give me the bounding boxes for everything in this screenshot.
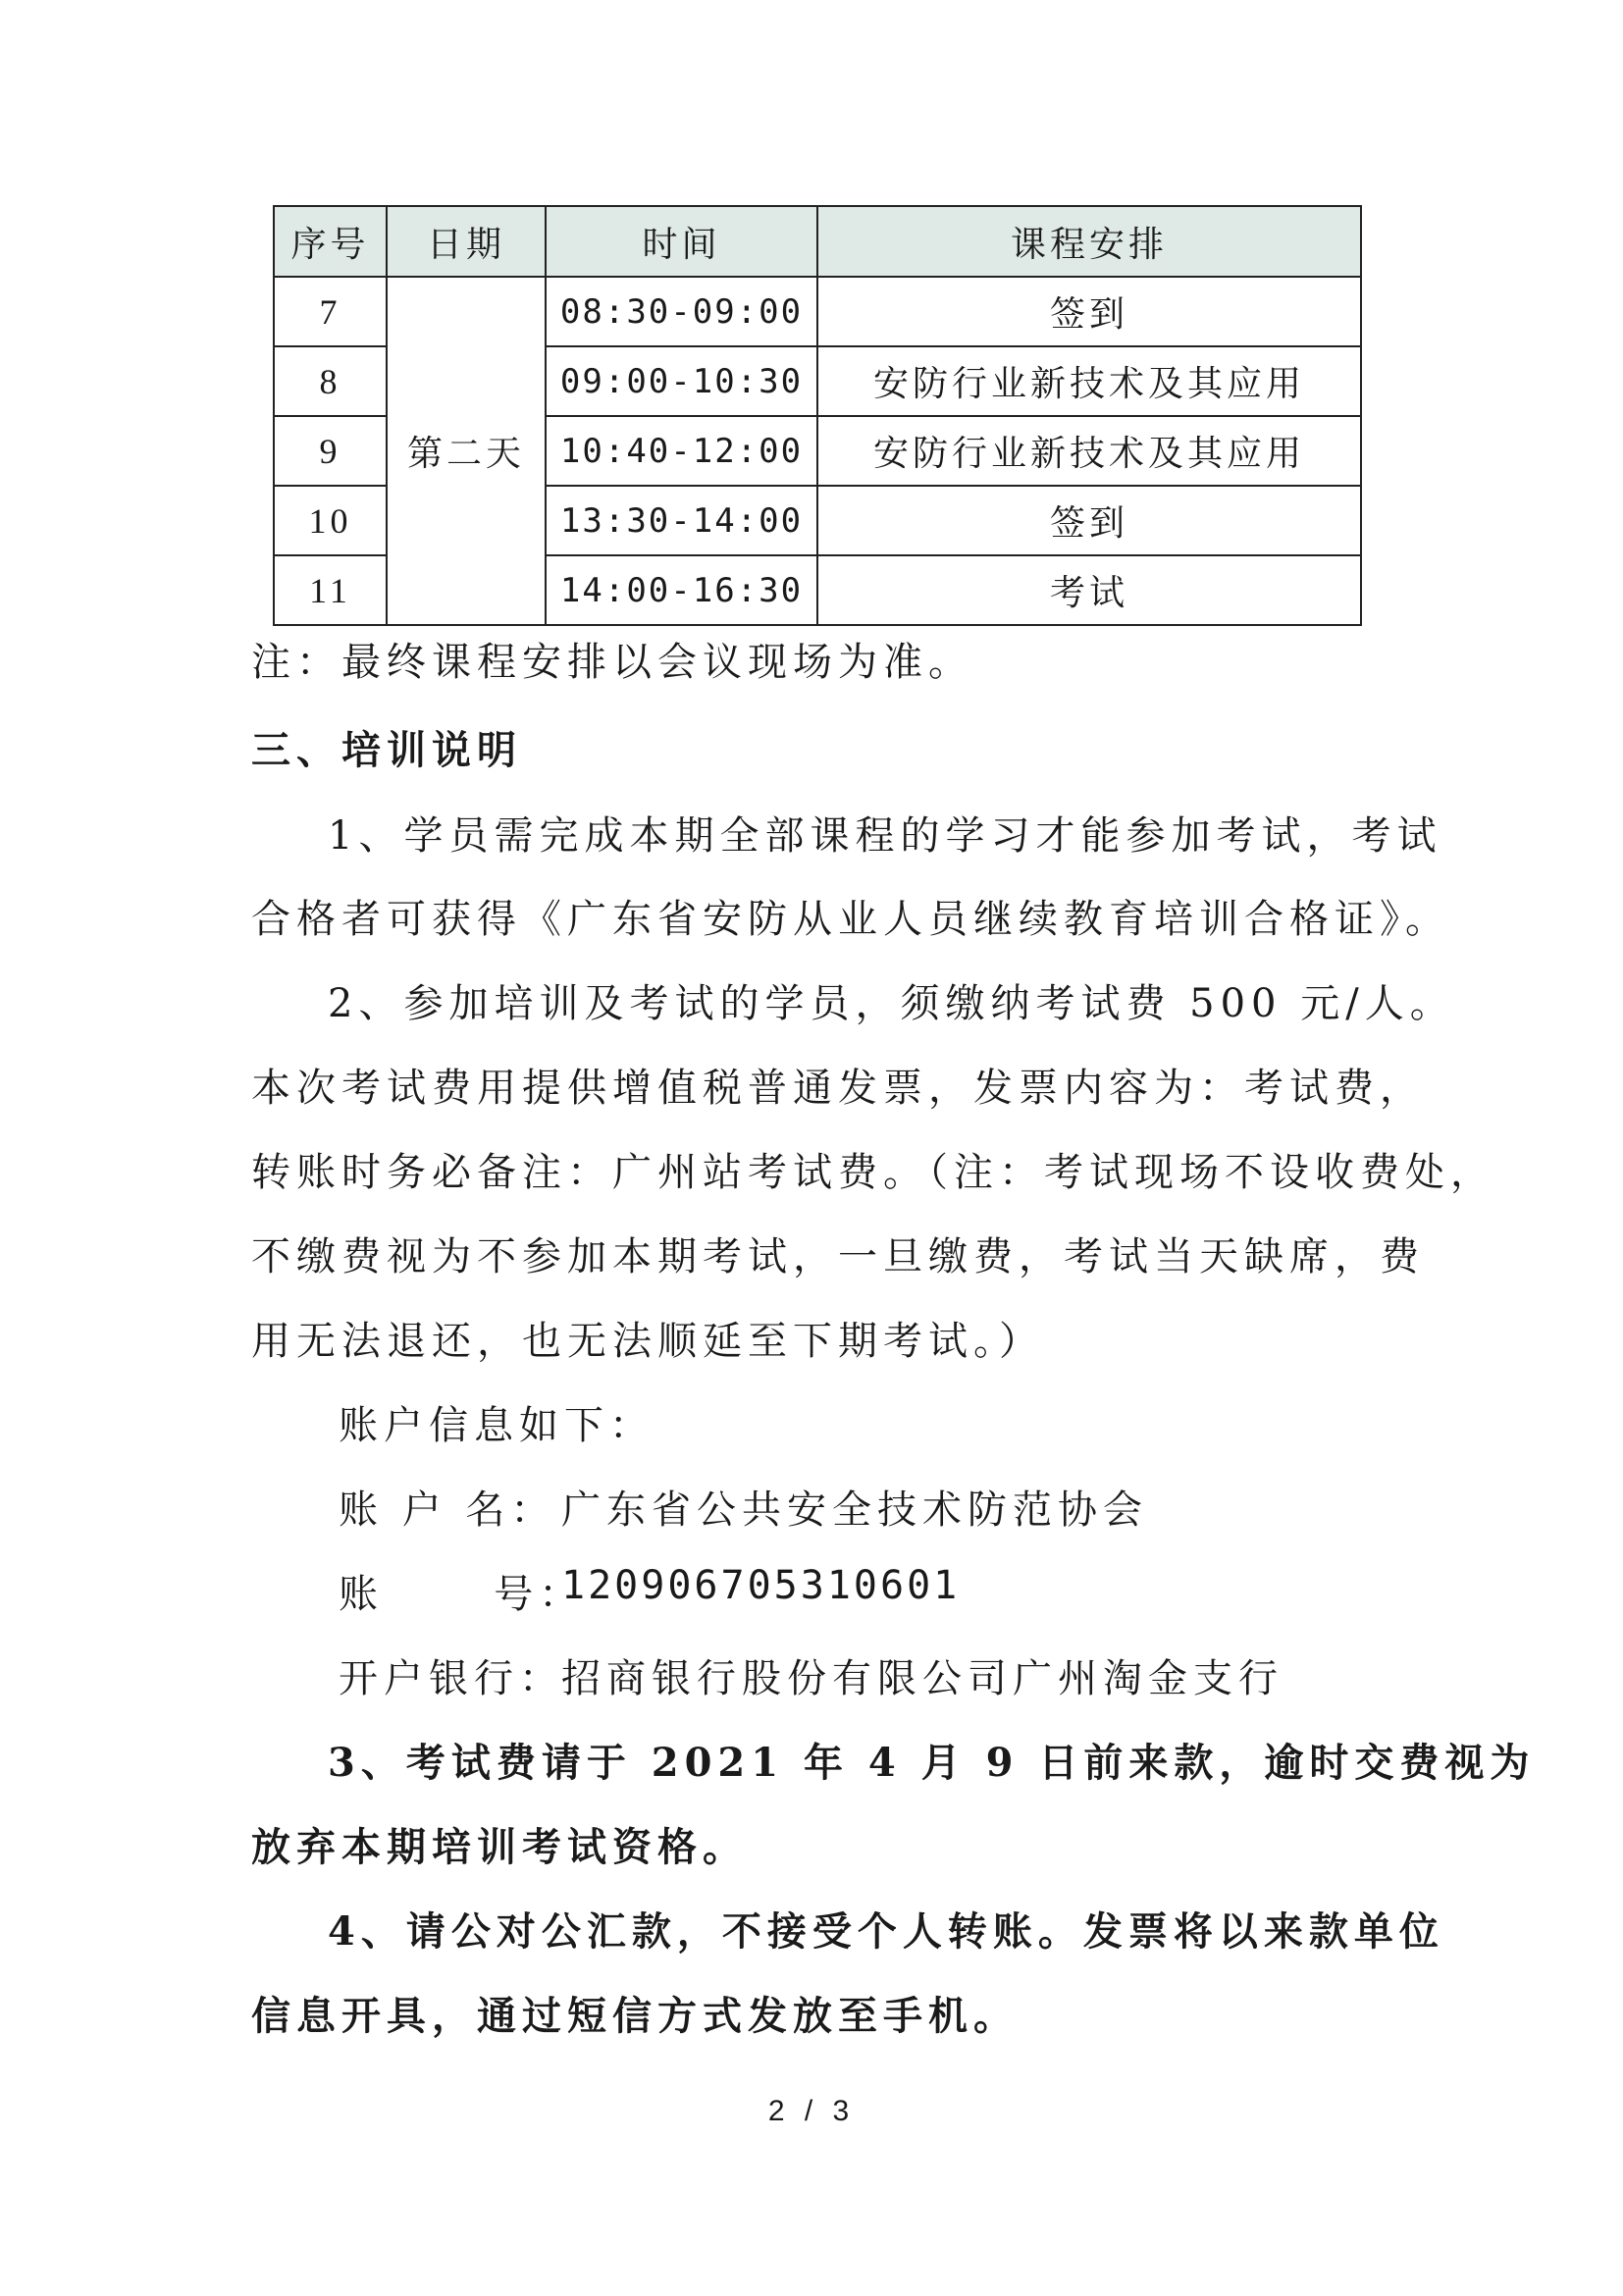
account-intro: 账户信息如下： bbox=[339, 1403, 654, 1448]
item2-line5: 用无法退还，也无法顺延至下期考试。） bbox=[251, 1319, 1044, 1364]
row-serial: 7 bbox=[274, 277, 387, 346]
row-course: 考试 bbox=[817, 555, 1361, 625]
account-number-label: 账 号： bbox=[339, 1572, 585, 1617]
row-time: 10:40-12:00 bbox=[546, 416, 817, 486]
item1-line2: 合格者可获得《广东省安防从业人员继续教育培训合格证》。 bbox=[251, 897, 1450, 942]
row-course: 安防行业新技术及其应用 bbox=[817, 416, 1361, 486]
table-header-row bbox=[274, 206, 1361, 277]
row-serial: 11 bbox=[274, 555, 387, 625]
row-course: 安防行业新技术及其应用 bbox=[817, 346, 1361, 416]
item3-line2: 放弃本期培训考试资格。 bbox=[251, 1824, 748, 1870]
item1-line1: 1、学员需完成本期全部课程的学习才能参加考试，考试 bbox=[328, 813, 1442, 859]
course-schedule-table bbox=[273, 205, 1362, 626]
table-row bbox=[274, 277, 1361, 346]
account-name-label: 账 户 名： bbox=[339, 1487, 556, 1533]
header-time: 时间 bbox=[546, 206, 817, 277]
row-serial: 9 bbox=[274, 416, 387, 486]
item4-line2: 信息开具，通过短信方式发放至手机。 bbox=[251, 1993, 1019, 2039]
row-time: 09:00-10:30 bbox=[546, 346, 817, 416]
row-course: 签到 bbox=[817, 277, 1361, 346]
header-serial: 序号 bbox=[274, 206, 387, 277]
section-heading: 三、培训说明 bbox=[251, 727, 522, 773]
item4-line1: 4、请公对公汇款，不接受个人转账。发票将以来款单位 bbox=[328, 1908, 1444, 1955]
item2-line1: 2、参加培训及考试的学员，须缴纳考试费 500 元/人。 bbox=[328, 981, 1455, 1026]
row-time: 13:30-14:00 bbox=[546, 486, 817, 555]
row-course: 签到 bbox=[817, 486, 1361, 555]
bank-label: 开户银行： bbox=[339, 1656, 564, 1701]
item2-line2: 本次考试费用提供增值税普通发票，发票内容为：考试费， bbox=[251, 1066, 1425, 1111]
row-serial: 10 bbox=[274, 486, 387, 555]
day-cell: 第二天 bbox=[387, 277, 546, 625]
header-course: 课程安排 bbox=[817, 206, 1361, 277]
item3-line1: 3、考试费请于 2021 年 4 月 9 日前来款，逾时交费视为 bbox=[328, 1740, 1536, 1786]
schedule-note: 注：最终课程安排以会议现场为准。 bbox=[251, 640, 973, 685]
account-number-value: 120906705310601 bbox=[561, 1563, 961, 1608]
bank-value: 招商银行股份有限公司广州淘金支行 bbox=[561, 1656, 1283, 1701]
header-date: 日期 bbox=[387, 206, 546, 277]
page-number: 2 / 3 bbox=[767, 2095, 856, 2127]
row-time: 08:30-09:00 bbox=[546, 277, 817, 346]
row-serial: 8 bbox=[274, 346, 387, 416]
row-time: 14:00-16:30 bbox=[546, 555, 817, 625]
item2-line3: 转账时务必备注：广州站考试费。（注：考试现场不设收费处， bbox=[251, 1150, 1495, 1195]
item2-line4: 不缴费视为不参加本期考试，一旦缴费，考试当天缺席，费 bbox=[251, 1234, 1425, 1279]
account-name-value: 广东省公共安全技术防范协会 bbox=[561, 1487, 1148, 1533]
